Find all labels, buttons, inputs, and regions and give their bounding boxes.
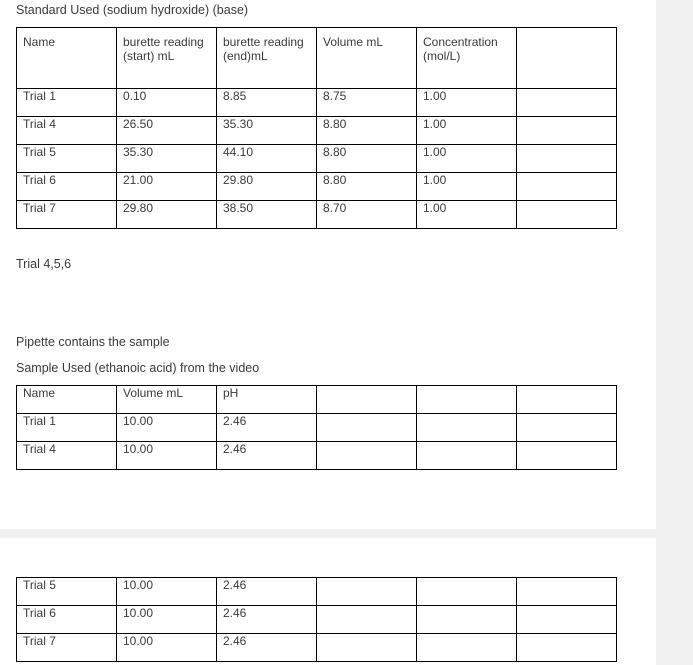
table-row [17,578,617,606]
table-cell[interactable]: Trial 5 [17,145,117,173]
header-cell[interactable]: Name [17,386,117,414]
table-cell[interactable]: 1.00 [417,201,517,229]
table-cell[interactable] [517,578,617,606]
table-cell[interactable]: 1.00 [417,145,517,173]
table-cell[interactable]: 8.85 [217,89,317,117]
document-page-2 [0,538,656,665]
table-cell[interactable]: 1.00 [417,173,517,201]
table-cell[interactable]: Trial 1 [17,414,117,442]
header-cell[interactable]: Volume mL [317,28,417,89]
table-row [17,173,617,201]
table-cell[interactable]: 10.00 [117,414,217,442]
table-cell[interactable]: 10.00 [117,634,217,662]
sample-table [16,385,617,470]
table-cell[interactable]: 8.80 [317,117,417,145]
table-cell[interactable] [517,145,617,173]
header-cell[interactable] [317,386,417,414]
table-cell[interactable]: 1.00 [417,89,517,117]
header-cell[interactable] [517,386,617,414]
table-cell[interactable]: 10.00 [117,606,217,634]
canvas-margin [656,0,693,665]
table-cell[interactable]: 2.46 [217,578,317,606]
table-cell[interactable] [417,634,517,662]
table-row [17,606,617,634]
table-cell[interactable]: 35.30 [117,145,217,173]
table-cell[interactable]: 0.10 [117,89,217,117]
header-cell[interactable] [417,386,517,414]
table-cell[interactable] [317,606,417,634]
header-cell[interactable]: Concentration (mol/L) [417,28,517,89]
table-row [17,145,617,173]
table-cell[interactable]: Trial 6 [17,173,117,201]
table-cell[interactable]: 35.30 [217,117,317,145]
sample-title: Sample Used (ethanoic acid) from the video [16,361,260,375]
header-cell[interactable]: burette reading (end)mL [217,28,317,89]
table-cell[interactable] [417,442,517,470]
standard-table [16,27,617,229]
header-cell[interactable]: burette reading (start) mL [117,28,217,89]
table-cell[interactable]: Trial 4 [17,442,117,470]
header-cell[interactable]: pH [217,386,317,414]
table-cell[interactable]: Trial 7 [17,201,117,229]
table-row [17,442,617,470]
table-cell[interactable]: 26.50 [117,117,217,145]
table-cell[interactable]: 2.46 [217,606,317,634]
table-cell[interactable]: 8.80 [317,173,417,201]
table-cell[interactable]: 1.00 [417,117,517,145]
table-cell[interactable] [517,606,617,634]
header-cell[interactable]: Name [17,28,117,89]
table-cell[interactable]: Trial 5 [17,578,117,606]
table-cell[interactable] [517,634,617,662]
table-cell[interactable]: 10.00 [117,578,217,606]
table-cell[interactable] [517,201,617,229]
table-cell[interactable] [317,442,417,470]
table-cell[interactable] [517,173,617,201]
trials-note: Trial 4,5,6 [16,257,72,271]
table-row [17,117,617,145]
table-cell[interactable] [517,414,617,442]
table-cell[interactable]: Trial 1 [17,89,117,117]
table-cell[interactable]: Trial 7 [17,634,117,662]
table-cell[interactable]: 29.80 [117,201,217,229]
table-cell[interactable] [417,414,517,442]
table-cell[interactable]: Trial 4 [17,117,117,145]
table-cell[interactable]: 2.46 [217,442,317,470]
table-cell[interactable]: 44.10 [217,145,317,173]
table-cell[interactable] [517,442,617,470]
table-row [17,201,617,229]
table-cell[interactable]: 2.46 [217,414,317,442]
table-cell[interactable] [417,578,517,606]
table-cell[interactable] [517,89,617,117]
standard-title: Standard Used (sodium hydroxide) (base) [16,3,249,17]
table-cell[interactable] [317,578,417,606]
table-cell[interactable]: 10.00 [117,442,217,470]
sample-table-continued [16,577,617,662]
table-row [17,414,617,442]
table-row [17,89,617,117]
table-cell[interactable]: Trial 6 [17,606,117,634]
table-cell[interactable] [517,117,617,145]
table-cell[interactable]: 38.50 [217,201,317,229]
table-cell[interactable]: 8.75 [317,89,417,117]
table-cell[interactable] [317,634,417,662]
table-row [17,634,617,662]
table-header-row [17,28,617,89]
table-cell[interactable]: 8.80 [317,145,417,173]
table-cell[interactable]: 21.00 [117,173,217,201]
table-cell[interactable] [417,606,517,634]
table-cell[interactable]: 2.46 [217,634,317,662]
table-cell[interactable] [317,414,417,442]
table-cell[interactable]: 29.80 [217,173,317,201]
pipette-note: Pipette contains the sample [16,335,170,349]
header-cell[interactable] [517,28,617,89]
header-cell[interactable]: Volume mL [117,386,217,414]
table-cell[interactable]: 8.70 [317,201,417,229]
table-header-row [17,386,617,414]
